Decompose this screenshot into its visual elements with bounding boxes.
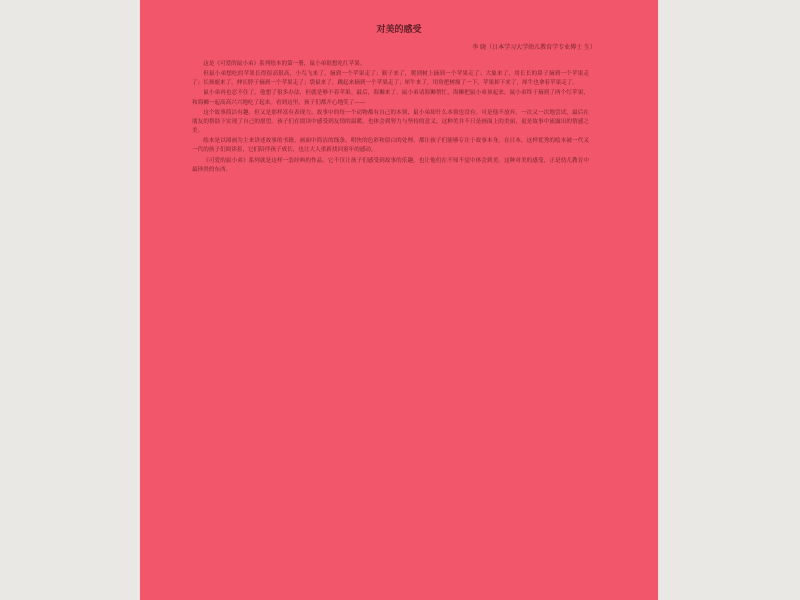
body-paragraph: 《可爱的鼠小弟》系列就是这样一套经典的作品。它不仅让孩子们感受到故事的乐趣，也让他们在不知不觉中体会到美。这种对美的感受，正是幼儿教育中最珍贵的东西。 [192,157,589,173]
document-body [192,60,589,360]
body-paragraph: 绘本是以图画为主来讲述故事的书籍。画面中简洁的线条、明快的色彩和留白的处理，都让孩子们能够专注于故事本身。在日本，这样优秀的绘本被一代又一代的孩子们阅读着，它们陪伴孩子成长，也让大人重新找回童年的感动。 [192,138,589,154]
body-paragraph: 但鼠小弟想吃的苹果长得很高很高，小鸟飞来了，摘到一个苹果走了；猴子来了，爬到树上摘到一个苹果走了；大象来了，用长长的鼻子摘到一个苹果走了；长颈鹿来了，伸长脖子摘到一个苹果走了；袋鼠来了，跳起来摘到一个苹果走了；犀牛来了，用角把树撞了一下，苹果掉下来了，犀牛也拿着苹果走了。 [192,71,589,87]
document-title: 对美的感受 [376,25,422,35]
author-byline: 李 晓（日本学习大学幼儿教育学专业博士 生） [472,44,596,51]
document-page [140,0,658,600]
body-paragraph: 鼠小弟再也忍不住了，他想了很多办法，但就是够不着苹果。最后，海狮来了，鼠小弟请海狮帮忙，海狮把鼠小弟顶起来，鼠小弟终于摘到了两个红苹果，和海狮一起高高兴兴地吃了起来。看到这里，孩子们都开心地笑了—— [192,90,589,106]
body-paragraph: 这个故事简洁有趣，但又是那样富有表现力。故事中的每一个动物都有自己的本领，鼠小弟却什么本领也没有。可是他不放弃，一次又一次地尝试，最后在朋友的帮助下实现了自己的愿望。孩子们在阅读中感受到友情的温暖，也体会到努力与坚持的意义。这种美并不只是画面上的美丽，更是故事中流露出的情感之美。 [192,109,589,135]
body-paragraph: 这是《可爱的鼠小弟》系列绘本的第一册，鼠小弟很想吃红苹果。 [203,61,366,67]
